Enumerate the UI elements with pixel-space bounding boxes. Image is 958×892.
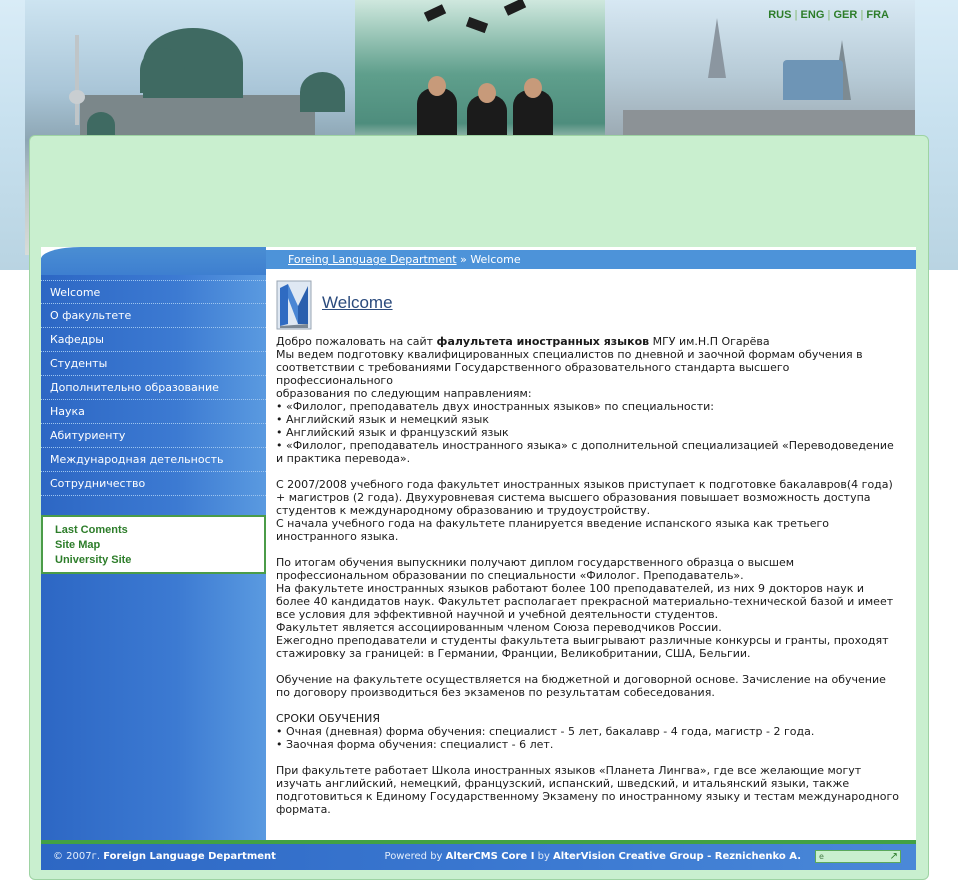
graduation-cap-icon <box>424 4 446 22</box>
sidebar-item-cooperation[interactable]: Сотрудничество <box>41 472 266 496</box>
text-line: • Очная (дневная) форма обучения: специалист - 5 лет, бакалавр - 4 года, магистр - 2 года. <box>276 725 815 738</box>
page-title: Welcome <box>322 293 393 312</box>
sidebar <box>41 275 266 840</box>
copyright-owner: Foreign Language Department <box>103 851 276 862</box>
text-line: по договору производиться без экзаменов по результатам собеседования. <box>276 686 715 699</box>
footer-badge[interactable] <box>815 850 901 863</box>
text-line: изучать английский, немецкий, французский, испанский, шведский, и итальянский языки, также <box>276 777 850 790</box>
text-line: Факультет является ассоциированным членом Союза переводчиков России. <box>276 621 722 634</box>
article-body <box>276 335 904 816</box>
text-line: СРОКИ ОБУЧЕНИЯ <box>276 712 381 725</box>
powered-cms: AlterCMS Core I <box>445 851 535 862</box>
text-line: образования по следующим направлениям: <box>276 387 532 400</box>
text-line: • Английский язык и немецкий язык <box>276 413 489 426</box>
breadcrumb-current: Welcome <box>470 253 521 266</box>
powered-group: AlterVision Creative Group - Reznichenko A. <box>553 851 801 862</box>
faculty-m-logo-icon <box>276 280 312 330</box>
copyright <box>53 844 276 870</box>
graduate-face <box>428 76 446 96</box>
last-comments-link[interactable]: Last Coments <box>55 524 128 536</box>
sidebar-quick-links <box>41 515 266 574</box>
text-line: соответствии с требованиями Государственного образовательного стандарта высшего профессионального <box>276 361 790 387</box>
main-content <box>266 269 916 840</box>
university-site-link[interactable]: University Site <box>55 554 132 566</box>
diploma-paragraph <box>276 556 904 660</box>
breadcrumb-separator: » <box>460 253 467 266</box>
language-school-paragraph <box>276 764 904 816</box>
sidebar-item-science[interactable]: Наука <box>41 400 266 424</box>
intro-prefix: Добро пожаловать на сайт <box>276 335 437 348</box>
sidebar-item-extra-education[interactable]: Дополнительно образование <box>41 376 266 400</box>
text-line: иностранного языка. <box>276 530 399 543</box>
breadcrumb <box>266 250 916 269</box>
text-line: • Английский язык и французский язык <box>276 426 509 439</box>
powered-by-text: by <box>534 851 554 862</box>
text-line: При факультете работает Школа иностранных языков «Планета Лингва», где все желающие могут <box>276 764 862 777</box>
header-wave <box>41 247 266 275</box>
text-line: На факультете иностранных языков работают более 100 преподавателей, из них 9 докторов наук и <box>276 582 865 595</box>
sidebar-item-departments[interactable]: Кафедры <box>41 328 266 352</box>
powered-prefix: Powered by <box>384 851 446 862</box>
site-map-link[interactable]: Site Map <box>55 539 101 551</box>
intro-suffix: МГУ им.Н.П Огарёва <box>649 335 770 348</box>
lang-fra-link[interactable]: FRA <box>866 9 889 21</box>
tuition-paragraph <box>276 673 904 699</box>
text-line: Мы ведем подготовку квалифицированных специалистов по дневной и заочной формам обучения в <box>276 348 863 361</box>
text-line: все условия для эффективной научной и учебной деятельности студентов. <box>276 608 719 621</box>
graduate-face <box>524 78 542 98</box>
tv-tower-ball <box>69 90 85 104</box>
text-line: профессиональном образовании по специальности «Филолог. Преподаватель». <box>276 569 744 582</box>
spire-left <box>708 18 726 78</box>
text-line: стажировку за границей: в Германии, Франции, Великобритании, США, Бельгии. <box>276 647 751 660</box>
text-line: студентов к международному образованию и трудоустройству. <box>276 504 651 517</box>
sidebar-item-international[interactable]: Международная детельность <box>41 448 266 472</box>
text-line: Ежегодно преподаватели и студенты факультета выигрывают различные конкурсы и гранты, проходят <box>276 634 889 647</box>
graduation-cap-icon <box>504 0 526 16</box>
text-line: и практика перевода». <box>276 452 411 465</box>
text-line: более 40 кандидатов наук. Факультет располагает прекрасной материально-технической базой и имеет <box>276 595 894 608</box>
text-line: С 2007/2008 учебного года факультет иностранных языков приступает к подготовке бакалавров(4 года) <box>276 478 893 491</box>
blue-roof <box>783 60 843 100</box>
page-heading <box>276 280 904 335</box>
footer-badge-text: e <box>819 852 824 861</box>
study-terms-paragraph <box>276 712 904 751</box>
text-line: подготовиться к Единому Государственному Экзамену по иностранному языку и тестам международного <box>276 790 900 803</box>
text-line: С начала учебного года на факультете планируется введение испанского языка как третьего <box>276 517 830 530</box>
intro-bold: фалультета иностранных языков <box>436 335 650 348</box>
text-line: • «Филолог, преподаватель иностранного языка» с дополнительной специализацией «Переводоведение <box>276 439 894 452</box>
lang-rus-link[interactable]: RUS <box>768 9 792 21</box>
side-dome-left <box>140 48 185 93</box>
text-line: • Заочная форма обучения: специалист - 6 лет. <box>276 738 554 751</box>
text-line: формата. <box>276 803 331 816</box>
sidebar-item-applicants[interactable]: Абитуриенту <box>41 424 266 448</box>
tv-tower <box>75 35 79 125</box>
lang-ger-link[interactable]: GER <box>833 9 858 21</box>
language-switcher: RUS | ENG | GER | FRA <box>765 9 892 21</box>
bachelor-paragraph <box>276 478 904 543</box>
arrow-up-right-icon: ↗ <box>889 851 898 862</box>
intro-paragraph <box>276 335 904 465</box>
sidebar-nav <box>41 275 266 496</box>
sidebar-item-welcome[interactable]: Welcome <box>41 280 266 304</box>
sidebar-item-about[interactable]: О факультете <box>41 304 266 328</box>
text-line: По итогам обучения выпускники получают диплом государственного образца о высшем <box>276 556 795 569</box>
text-line: + магистров (2 года). Двухуровневая система высшего образования повышает возможность доступа <box>276 491 871 504</box>
sidebar-item-students[interactable]: Студенты <box>41 352 266 376</box>
side-dome-right <box>300 72 345 112</box>
powered-by <box>385 844 801 870</box>
intro-line <box>276 335 904 348</box>
graduate-face <box>478 83 496 103</box>
footer <box>41 844 916 870</box>
lang-eng-link[interactable]: ENG <box>800 9 825 21</box>
text-line: • «Филолог, преподаватель двух иностранных языков» по специальности: <box>276 400 714 413</box>
breadcrumb-root-link[interactable]: Foreing Language Department <box>288 253 457 266</box>
text-line: Обучение на факультете осуществляется на бюджетной и договорной основе. Зачисление на обучение <box>276 673 886 686</box>
graduation-cap-icon <box>466 17 488 33</box>
copyright-prefix: © 2007г. <box>53 851 104 862</box>
